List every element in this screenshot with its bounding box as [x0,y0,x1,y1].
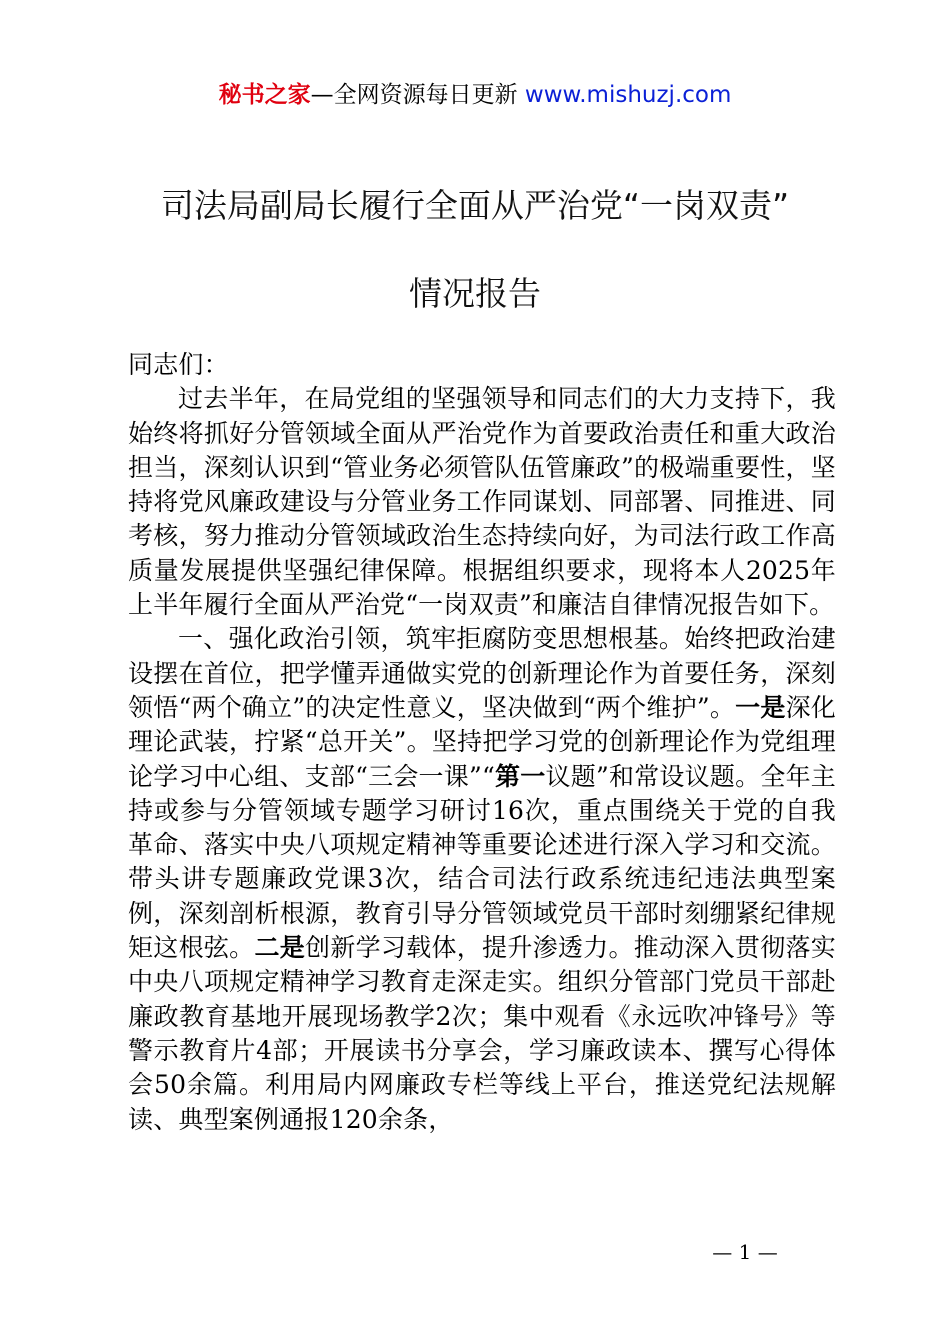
point-2-text: 创新学习载体，提升渗透力。推动深入贯彻落实中央八项规定精神学习教育走深走实。组织分管部门党员干部赴廉政教育基地开展现场教学2次；集中观看《永远吹冲锋号》等警示教育片4部；开展读书分享会，学习廉政读本、撰写心得体会50余篇。利用局内网廉政专栏等线上平台，推送党纪法规解读、典型案例通报120余条， [128,933,836,1134]
title-line-2: 情况报告 [409,274,541,313]
banner-tagline: —全网资源每日更新 [310,82,518,108]
banner-url-link[interactable]: www.mishuzj.com [524,82,732,108]
section-1-heading: 一、强化政治引领，筑牢拒腐防变思想根基。 [178,624,685,654]
section-1-lead: 始终把政治建设摆在首位，把学懂弄通做实党的创新理论作为首要任务，深刻领悟“两个确立”的决定性意义，坚决做到“两个维护”。 [128,624,836,722]
document-body [128,348,836,1137]
document-title [60,162,890,338]
site-banner [0,78,950,112]
title-line-1: 司法局副局长履行全面从严治党“一岗双责” [160,186,790,225]
point-2-label: 二是 [254,933,306,963]
salutation: 同志们： [128,350,229,379]
point-1-text-b: 议题”和常设议题。全年主持或参与分管领域专题学习研讨16次，重点围绕关于党的自我革命、落实中央八项规定精神等重要论述进行深入学习和交流。带头讲专题廉政党课3次，结合司法行政系统违纪违法典型案例，深刻剖析根源，教育引导分管领域党员干部时刻绷紧纪律规矩这根弦。 [128,761,837,963]
point-1-text-a: 深化理论武装，拧紧“总开关”。坚持把学习党的创新理论作为党组理论学习中心组、支部“三会一课”“ [128,692,837,791]
banner-brand: 秘书之家 [218,82,311,108]
point-1-bold: 第一 [494,761,546,791]
page-number: — 1 — [712,1240,778,1264]
section-1-paragraph [128,622,836,1136]
intro-paragraph: 过去半年，在局党组的坚强领导和同志们的大力支持下，我始终将抓好分管领域全面从严治党作为首要政治责任和重大政治担当，深刻认识到“管业务必须管队伍管廉政”的极端重要性，坚持将党风廉政建设与分管业务工作同谋划、同部署、同推进、同考核，努力推动分管领域政治生态持续向好，为司法行政工作高质量发展提供坚强纪律保障。根据组织要求，现将本人2025年上半年履行全面从严治党“一岗双责”和廉洁自律情况报告如下。 [128,384,836,620]
point-1-label: 一是 [735,692,786,722]
